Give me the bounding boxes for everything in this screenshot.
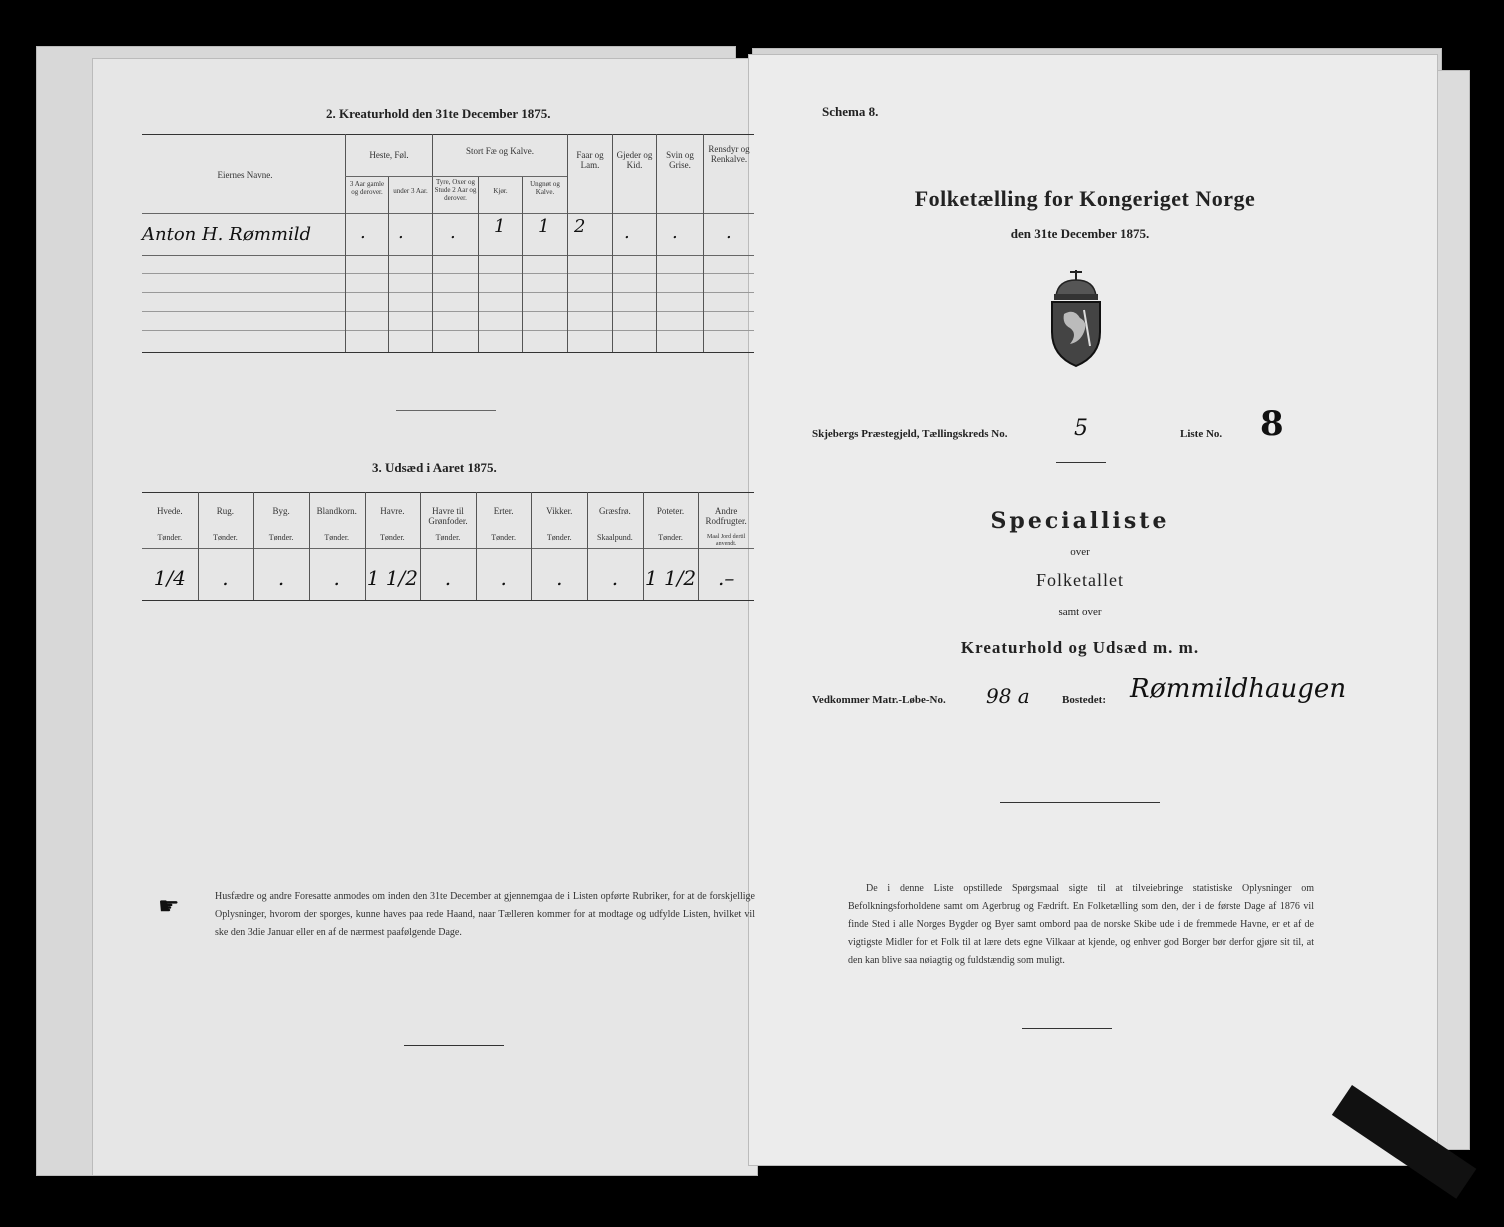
row-rule (142, 330, 754, 331)
right-divider-2 (1000, 802, 1160, 803)
header-heste-b: under 3 Aar. (393, 187, 428, 195)
udsaed-value: . (277, 566, 285, 590)
header-stort-b: Kjør. (493, 187, 508, 195)
col-rule (432, 134, 433, 352)
subheader-rule (345, 176, 567, 177)
right-bottom-divider (1022, 1028, 1112, 1029)
section3-title: 3. Udsæd i Aaret 1875. (372, 460, 497, 475)
left-instruction-note: Husfædre og andre Foresatte anmodes om inden den 31te December at gjennemgaa de i Listen opførte Rubriker, for at de forskjellige Oplysninger, hvorom der sporges, kunne haves paa rede Haand, naar Tælleren kommer for at modtage og udfylde Listen, hvilket vil ske den 3die Januar eller en af de nærmest paafølgende Dage. (215, 891, 755, 938)
liste-number: 8 (1260, 404, 1284, 444)
section2-header-rule (142, 213, 754, 214)
folketallet-text: Folketallet (1036, 570, 1124, 590)
udsaed-unit: Tønder. (658, 533, 683, 542)
matr-number: 98 a (986, 684, 1030, 708)
udsaed-unit: Tønder. (380, 533, 405, 542)
row-rule (142, 273, 754, 274)
col-rule (703, 134, 704, 352)
census-title: Folketælling for Kongeriget Norge (914, 186, 1256, 211)
section2-top-rule (142, 134, 754, 135)
cell-svin: . (672, 222, 678, 243)
header-heste: Heste, Føl. (369, 150, 409, 160)
section3-top-rule (142, 492, 754, 493)
udsaed-unit: Tønder. (435, 533, 461, 542)
udsaed-header: Vikker. (546, 506, 573, 516)
udsaed-value: . (500, 566, 507, 590)
matr-label: Vedkommer Matr.-Løbe-No. (812, 694, 946, 706)
header-stort-a: Tyre, Oxer og Stude 2 Aar og derover. (434, 178, 477, 202)
row-rule (142, 292, 754, 293)
row-rule (142, 255, 754, 256)
udsaed-unit: Tønder. (491, 533, 516, 542)
left-bottom-divider (404, 1045, 504, 1046)
specialliste-heading: Specialliste (990, 508, 1170, 534)
udsaed-header: Havre til Grønfoder. (428, 506, 468, 526)
udsaed-value: . (556, 566, 563, 590)
liste-label: Liste No. (1180, 428, 1223, 440)
header-owner: Eiernes Navne. (217, 170, 273, 180)
cell-stort-a: . (450, 222, 456, 243)
header-svin: Svin og Grise. (666, 150, 694, 170)
cell-heste-b: . (398, 222, 404, 243)
udsaed-value: . (444, 566, 452, 590)
right-intro-note: De i denne Liste opstillede Spørgsmaal sigte til at tilveiebringe statistiske Oplysninger om Befolkningsforholdene samt om Agerbrug og Fædrift. En Folketælling som den, der i de første Dage af 1876 vil finde Sted i alle Norges Bygder og Byer samt ombord paa de norske Skibe ude i de fremmede Havne, er et af de vigtigste Midler for et Folk til at lære dets egne Vilkaar at kjende, og enhver god Borger bør derfor gjøre sit til, at den kan blive saa nøiagtig og fuldstændig som muligt. (848, 883, 1314, 966)
header-heste-a: 3 Aar gamle og derover. (349, 180, 385, 196)
udsaed-unit: Tønder. (268, 533, 294, 542)
coat-of-arms-icon (1040, 270, 1112, 370)
udsaed-value: .– (717, 566, 735, 590)
udsaed-unit: Tønder. (157, 533, 183, 542)
owner-name: Anton H. Rømmild (142, 224, 312, 245)
cell-heste-a: . (360, 222, 366, 243)
over-text: over (1070, 546, 1090, 558)
udsaed-header: Blandkorn. (316, 506, 357, 516)
udsaed-value: . (333, 566, 340, 590)
udsaed-value: 1/4 (153, 566, 186, 590)
section3-header-rule (142, 548, 754, 549)
udsaed-unit: Tønder. (213, 533, 238, 542)
cell-stort-b: 1 (494, 216, 506, 237)
samt-over-text: samt over (1058, 606, 1102, 618)
header-stort: Stort Fæ og Kalve. (465, 146, 534, 156)
section3-bottom-rule (142, 600, 754, 601)
pointing-hand-icon: ☛ (158, 894, 180, 920)
udsaed-header: Andre Rodfrugter. (705, 506, 747, 526)
cell-rensdyr: . (726, 222, 732, 243)
schema-label: Schema 8. (822, 104, 879, 119)
bostedet-value: Rømmildhaugen (1130, 674, 1347, 704)
udsaed-header: Erter. (493, 506, 514, 516)
udsaed-header: Byg. (272, 506, 290, 516)
left-divider (396, 410, 496, 411)
header-faar: Faar og Lam. (576, 150, 604, 170)
census-date: den 31te December 1875. (1010, 226, 1150, 241)
udsaed-value: 1 1/2 (644, 566, 697, 590)
col-rule (522, 176, 523, 352)
header-rensdyr: Rensdyr og Renkalve. (708, 144, 750, 164)
col-rule (388, 176, 389, 352)
cell-faar: 2 (574, 216, 586, 237)
bostedet-label: Bostedet: (1062, 694, 1106, 706)
section2-title: 2. Kreaturhold den 31te December 1875. (326, 106, 551, 121)
cell-stort-c: 1 (538, 216, 550, 237)
udsaed-unit: Maal Jord dertil anvendt. (707, 534, 746, 547)
col-rule (478, 176, 479, 352)
udsaed-unit: Skaalpund. (597, 533, 633, 542)
udsaed-header: Hvede. (156, 506, 183, 516)
row-rule (142, 311, 754, 312)
tellingskreds-number: 5 (1074, 416, 1088, 441)
header-gjeder: Gjeder og Kid. (616, 150, 653, 170)
udsaed-value: . (611, 566, 619, 590)
udsaed-value: 1 1/2 (366, 566, 418, 590)
kreaturhold-heading: Kreaturhold og Udsæd m. m. (960, 638, 1200, 657)
col-rule (345, 134, 346, 352)
prestegjeld-label: Skjebergs Præstegjeld, Tællingskreds No. (812, 428, 1008, 440)
udsaed-value: . (222, 566, 229, 590)
right-divider-1 (1056, 462, 1106, 463)
udsaed-header: Havre. (380, 506, 405, 516)
header-stort-c: Ungnøt og Kalve. (530, 180, 560, 196)
udsaed-unit: Tønder. (324, 533, 350, 542)
section2-bottom-rule (142, 352, 754, 353)
udsaed-unit: Tønder. (546, 533, 572, 542)
udsaed-header: Poteter. (656, 506, 685, 516)
udsaed-header: Rug. (216, 506, 235, 516)
cell-gjeder: . (624, 222, 630, 243)
udsaed-header: Græsfrø. (599, 506, 631, 516)
